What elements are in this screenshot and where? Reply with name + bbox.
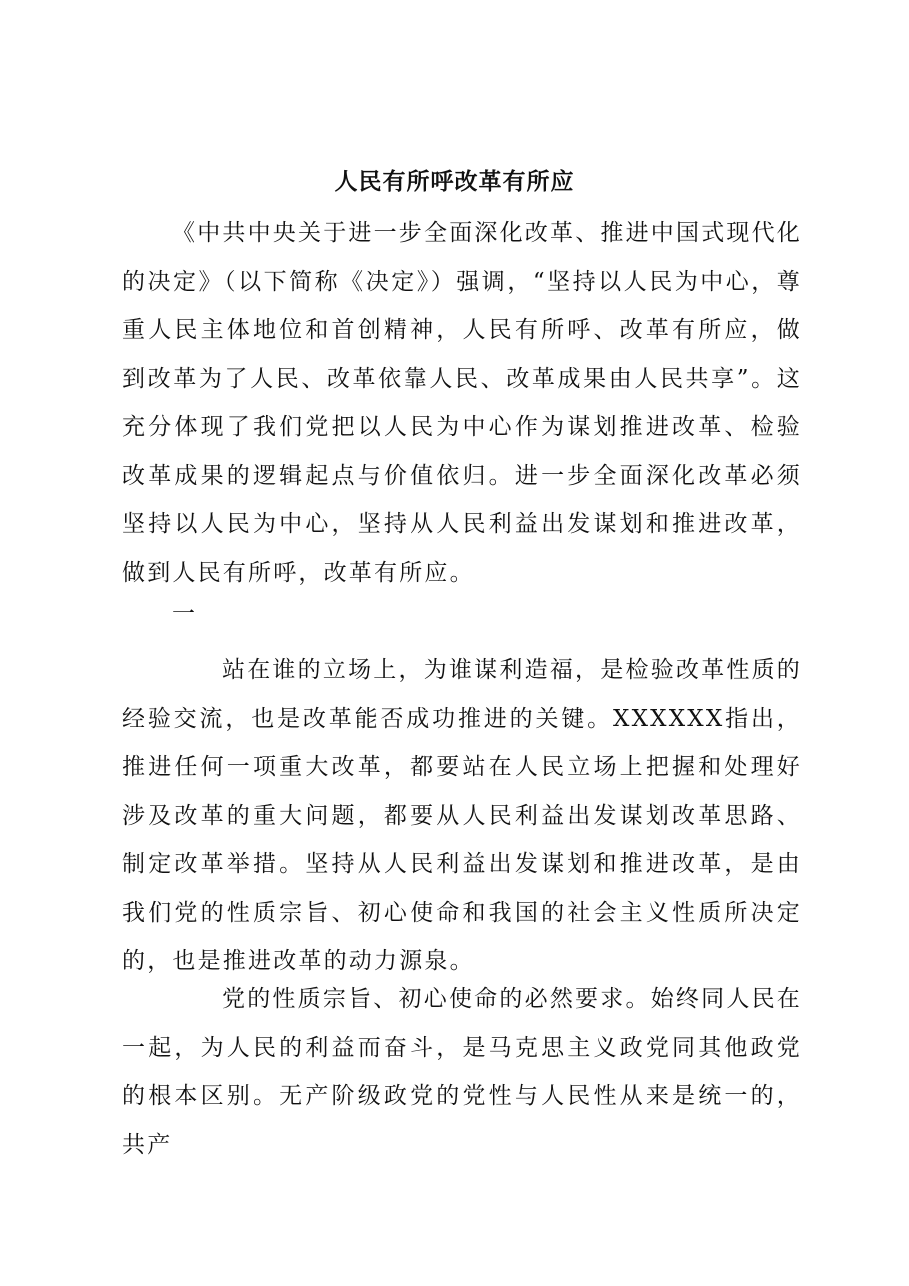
- document-title: 人民有所呼改革有所应: [334, 168, 575, 195]
- paragraph-party-nature: 党的性质宗旨、初心使命的必然要求。始终同人民在一起，为人民的利益而奋斗，是马克思主义政党同其他政党的根本区别。无产阶级政党的党性与人民性从来是统一的，共产: [122, 986, 802, 1158]
- paragraph-stance: 站在谁的立场上，为谁谋利造福，是检验改革性质的经验交流，也是改革能否成功推进的关键。XXXXXX指出，推进任何一项重大改革，都要站在人民立场上把握和处理好涉及改革的重大问题，都要从人民利益出发谋划改革思路、制定改革举措。坚持从人民利益出发谋划和推进改革，是由我们党的性质宗旨、初心使命和我国的社会主义性质所决定的，也是推进改革的动力源泉。: [122, 657, 802, 974]
- paragraph-intro: 《中共中央关于进一步全面深化改革、推进中国式现代化的决定》（以下简称《决定》）强调，“坚持以人民为中心，尊重人民主体地位和首创精神，人民有所呼、改革有所应，做到改革为了人民、改革依靠人民、改革成果由人民共享”。这充分体现了我们党把以人民为中心作为谋划推进改革、检验改革成果的逻辑起点与价值依归。进一步全面深化改革必须坚持以人民为中心，坚持从人民利益出发谋划和推进改革，做到人民有所呼，改革有所应。: [122, 220, 802, 586]
- section-number: 一: [172, 601, 195, 627]
